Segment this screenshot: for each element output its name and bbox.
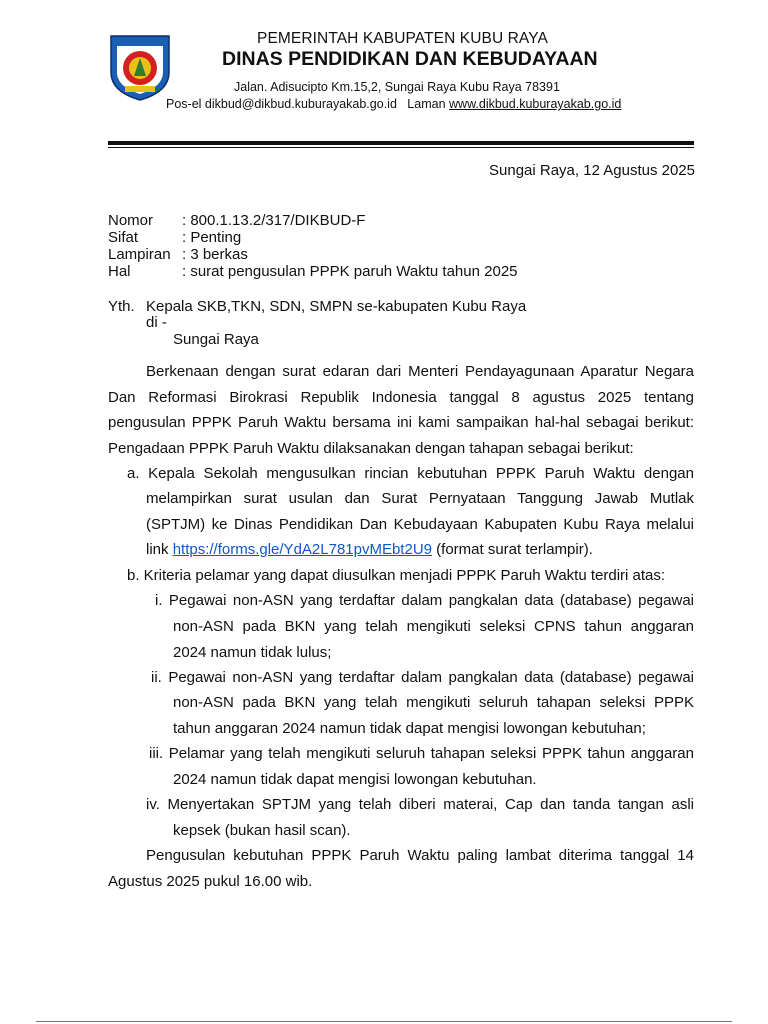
meta-key: Nomor <box>108 212 154 229</box>
sub-item-iv-continued <box>173 818 694 844</box>
meta-key: Hal <box>108 263 131 280</box>
body-line: Dan Reformasi Birokrasi Republik Indonesia tanggal 8 agustus 2025 tentang <box>108 388 694 406</box>
sub-item-i <box>155 588 694 614</box>
body-line: iii. Pelamar yang telah mengikuti seluruh tahapan seleksi PPPK tahun anggaran <box>149 745 694 762</box>
body-line: iv. Menyertakan SPTJM yang telah diberi materai, Cap dan tanda tangan asli <box>146 796 694 813</box>
meta-row-sifat <box>108 229 518 246</box>
recipient-salutation: Yth. <box>108 298 135 315</box>
body-line: a. Kepala Sekolah mengusulkan rincian kebutuhan PPPK Paruh Waktu dengan <box>127 465 694 482</box>
body-line: 2024 namun tidak dapat mengisi lowongan kebutuhan. <box>173 771 537 788</box>
body-line: non-ASN pada BKN yang telah mengikuti seleksi CPNS tahun anggaran <box>173 618 694 635</box>
meta-row-lampiran <box>108 246 518 263</box>
body-line: tahun anggaran 2024 namun tidak dapat mengisi lowongan kebutuhan; <box>173 719 646 737</box>
body-line <box>146 537 694 563</box>
body-line: (SPTJM) ke Dinas Pendidikan Dan Kebudayaan Kabupaten Kubu Raya melalui <box>146 515 694 533</box>
meta-value: : 3 berkas <box>182 246 248 263</box>
recipient-name: Kepala SKB,TKN, SDN, SMPN se-kabupaten Kubu Raya <box>146 298 527 315</box>
link-prefix: link <box>146 541 173 558</box>
agency-name: DINAS PENDIDIKAN DAN KEBUDAYAAN <box>222 48 598 70</box>
government-name: PEMERINTAH KABUPATEN KUBU RAYA <box>257 30 548 47</box>
list-item-a-continued <box>146 486 694 563</box>
sub-item-ii-continued <box>173 690 694 741</box>
regency-logo <box>107 32 173 102</box>
meta-value: : surat pengusulan PPPK paruh Waktu tahun 2025 <box>182 263 518 280</box>
body-line: Agustus 2025 pukul 16.00 wib. <box>108 872 313 890</box>
contact-email: Pos-el dikbud@dikbud.kuburayakab.go.id Laman <box>166 97 450 111</box>
meta-row-nomor <box>108 212 518 229</box>
meta-key: Lampiran <box>108 246 171 263</box>
recipient-place: Sungai Raya <box>173 331 259 348</box>
list-item-b <box>127 563 694 589</box>
body-line: melampirkan surat usulan dan Surat Pernyataan Tanggung Jawab Mutlak <box>146 490 694 507</box>
body-line: i. Pegawai non-ASN yang terdaftar dalam pangkalan data (database) pegawai <box>155 592 694 609</box>
body-line: Pengusulan kebutuhan PPPK Paruh Waktu paling lambat diterima tanggal 14 <box>146 847 694 864</box>
website-link[interactable]: www.dikbud.kuburayakab.go.id <box>449 97 622 111</box>
recipient-di: di - <box>146 314 167 331</box>
letter-date: Sungai Raya, 12 Agustus 2025 <box>489 162 695 179</box>
agency-address: Jalan. Adisucipto Km.15,2, Sungai Raya Kubu Raya 78391 <box>234 80 560 94</box>
sub-item-iv <box>146 792 694 818</box>
page-bottom-divider <box>36 1021 732 1022</box>
sub-item-i-continued <box>173 614 694 665</box>
body-line: kepsek (bukan hasil scan). <box>173 822 351 839</box>
letterhead-divider-thick <box>108 141 694 145</box>
meta-row-hal <box>108 263 518 280</box>
form-link[interactable]: https://forms.gle/YdA2L781pvMEbt2U9 <box>172 541 432 558</box>
body-line: 2024 namun tidak lulus; <box>173 643 332 661</box>
letter-meta <box>108 212 518 280</box>
letterhead-divider-thin <box>108 147 694 148</box>
list-item-a <box>127 461 694 487</box>
link-suffix: (format surat terlampir). <box>432 541 593 558</box>
body-line: b. Kriteria pelamar yang dapat diusulkan menjadi PPPK Paruh Waktu terdiri atas: <box>127 567 666 584</box>
sub-item-ii <box>151 665 694 691</box>
body-line: pengusulan PPPK Paruh Waktu bersama ini kami sampaikan hal-hal sebagai berikut: <box>108 414 694 431</box>
sub-item-iii-continued <box>173 767 694 793</box>
meta-value: : Penting <box>182 229 242 246</box>
meta-key: Sifat <box>108 229 139 246</box>
body-line: Berkenaan dengan surat edaran dari Menteri Pendayagunaan Aparatur Negara <box>146 363 694 380</box>
body-closing <box>108 843 694 894</box>
meta-value: : 800.1.13.2/317/DIKBUD-F <box>182 212 366 229</box>
sub-item-iii <box>149 741 694 767</box>
body-line: Pengadaan PPPK Paruh Waktu dilaksanakan dengan tahapan sebagai berikut: <box>108 439 634 457</box>
agency-contact <box>166 97 621 111</box>
body-line: non-ASN pada BKN yang telah mengikuti seluruh tahapan seleksi PPPK <box>173 694 694 711</box>
body-intro <box>108 359 694 461</box>
body-line: ii. Pegawai non-ASN yang terdaftar dalam pangkalan data (database) pegawai <box>151 669 694 686</box>
